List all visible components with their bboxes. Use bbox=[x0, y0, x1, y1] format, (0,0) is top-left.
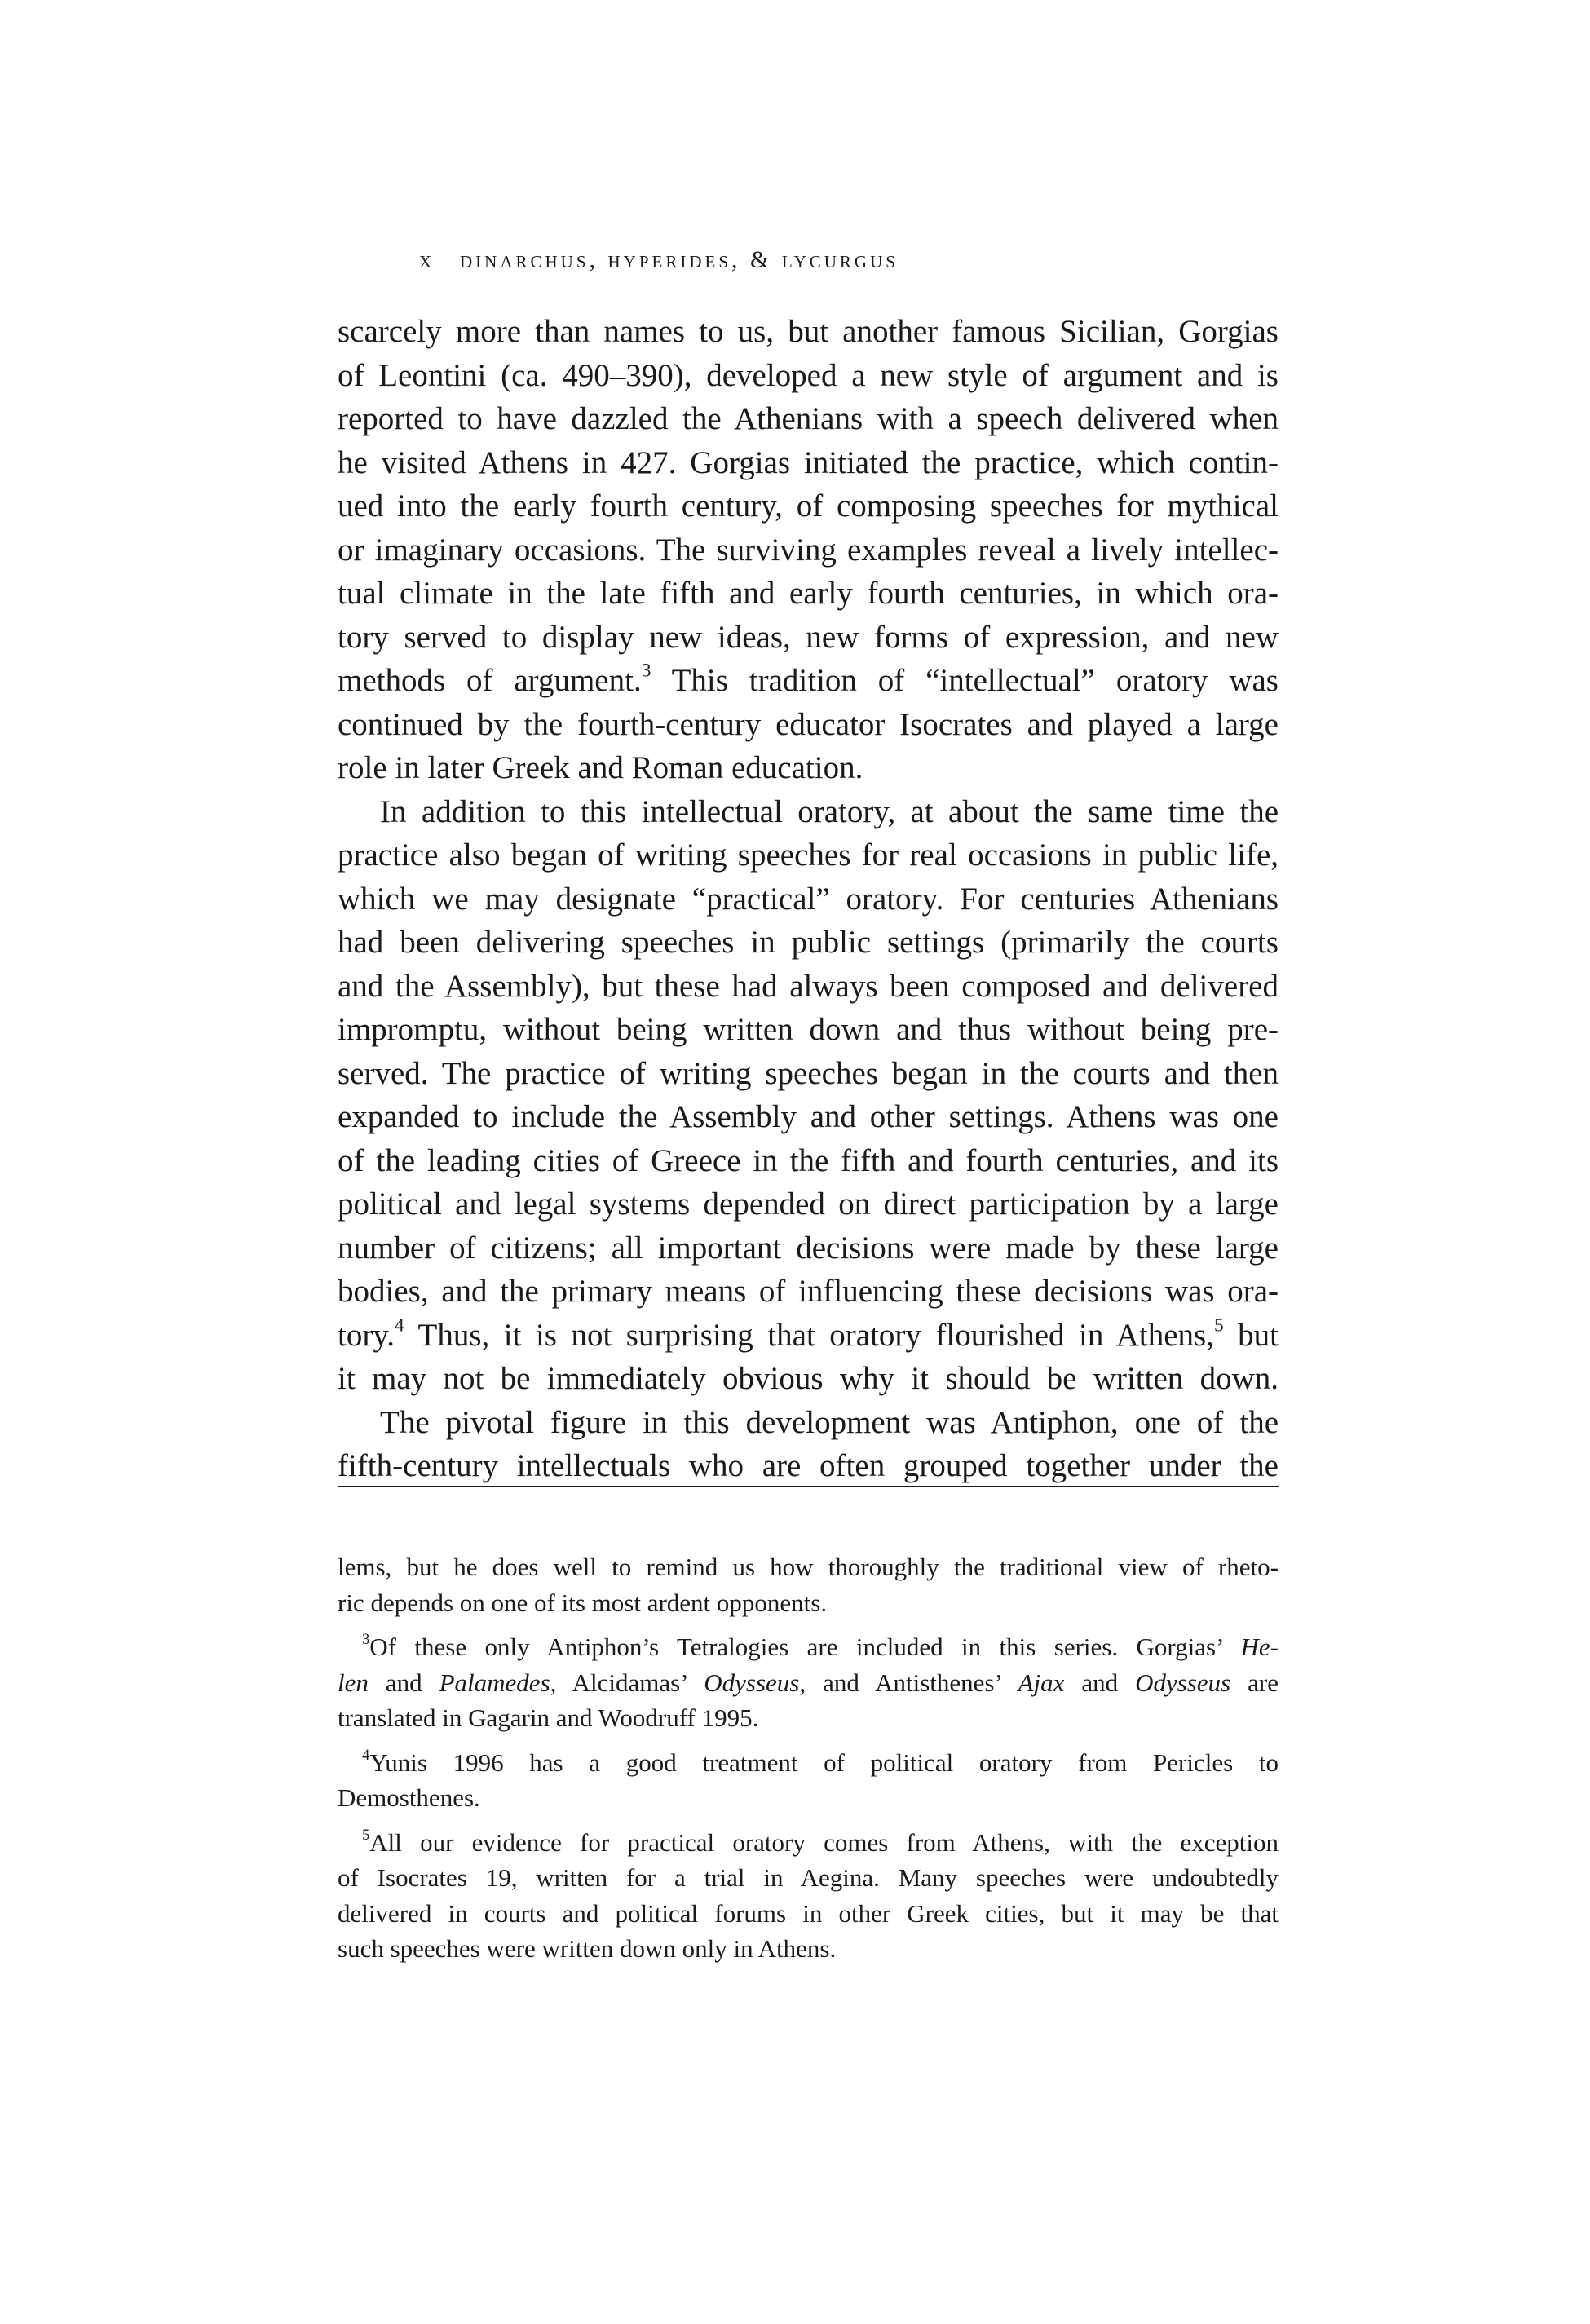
footnote-marker: 3 bbox=[362, 1631, 370, 1649]
footnote-line: Demosthenes. bbox=[338, 1783, 480, 1812]
italic-title: Odysseus bbox=[1135, 1668, 1231, 1697]
footnote-divider bbox=[338, 1486, 1279, 1487]
main-text bbox=[338, 310, 1279, 1488]
footnotes bbox=[338, 1549, 1279, 1967]
text-line: political and legal systems depended on direct participation by a large bbox=[338, 1186, 1279, 1222]
footnote-line: ric depends on one of its most ardent opponents. bbox=[338, 1588, 828, 1617]
text-line: tual climate in the late fifth and early fourth centuries, in which ora- bbox=[338, 576, 1279, 611]
text-line: number of citizens; all important decisions were made by these large bbox=[338, 1230, 1279, 1266]
running-head-title: dinarchus, hyperides, & lycurgus bbox=[460, 246, 899, 273]
page-number: x bbox=[419, 246, 435, 273]
footnote-line: delivered in courts and political forums in other Greek cities, but it may be that bbox=[338, 1898, 1279, 1928]
text-line: ued into the early fourth century, of composing speeches for mythical bbox=[338, 488, 1279, 524]
text-line: fifth-century intellectuals who are often grouped together under the bbox=[338, 1448, 1279, 1483]
text-line: served. The practice of writing speeches began in the courts and then bbox=[338, 1055, 1279, 1091]
text-line: scarcely more than names to us, but another famous Sicilian, Gorgias bbox=[338, 314, 1279, 349]
text-fragment: are bbox=[1230, 1668, 1279, 1697]
text-line bbox=[338, 1314, 1279, 1358]
footnote-marker: 5 bbox=[362, 1826, 370, 1844]
text-line: it may not be immediately obvious why it should be written down. bbox=[338, 1361, 1279, 1396]
italic-title: He- bbox=[1240, 1633, 1279, 1661]
text-fragment: tory. bbox=[338, 1317, 395, 1353]
text-fragment: This tradition of “intellectual” oratory was bbox=[651, 663, 1279, 698]
footnote-4 bbox=[338, 1745, 1279, 1781]
footnote-marker: 4 bbox=[362, 1746, 370, 1764]
text-fragment: Yunis 1996 has a good treatment of political oratory from Pericles to bbox=[369, 1747, 1279, 1777]
italic-title: Odysseus bbox=[704, 1668, 800, 1697]
text-line: practice also began of writing speeches for real occasions in public life, bbox=[338, 837, 1279, 873]
footnote-ref-3[interactable]: 3 bbox=[641, 660, 651, 682]
footnote-line: lems, but he does well to remind us how thoroughly the traditional view of rheto- bbox=[338, 1553, 1279, 1581]
text-line: and the Assembly), but these had always been composed and delivered bbox=[338, 968, 1279, 1004]
footnote-ref-5[interactable]: 5 bbox=[1213, 1314, 1224, 1336]
text-line: which we may designate “practical” oratory. For centuries Athenians bbox=[338, 881, 1279, 917]
text-fragment: , Alcidamas’ bbox=[550, 1668, 704, 1697]
footnote-line: of Isocrates 19, written for a trial in Aegina. Many speeches were undoubtedly bbox=[338, 1863, 1279, 1892]
text-fragment: , and Antisthenes’ bbox=[799, 1668, 1018, 1697]
text-line: continued by the fourth-century educator Isocrates and played a large bbox=[338, 706, 1279, 742]
text-fragment: All our evidence for practical oratory comes from Athens, with the exception bbox=[369, 1827, 1279, 1857]
text-line: or imaginary occasions. The surviving examples reveal a lively intellec- bbox=[338, 532, 1279, 568]
footnote-ref-4[interactable]: 4 bbox=[395, 1314, 404, 1336]
text-line: role in later Greek and Roman education. bbox=[338, 750, 863, 785]
text-line: bodies, and the primary means of influencing these decisions was ora- bbox=[338, 1274, 1279, 1309]
text-fragment: methods of argument. bbox=[338, 663, 642, 698]
paragraph-start: In addition to this intellectual oratory, at about the same time the bbox=[380, 793, 1279, 829]
text-line: impromptu, without being written down and thus without being pre- bbox=[338, 1012, 1279, 1047]
text-fragment: and bbox=[368, 1668, 439, 1697]
text-fragment: Of these only Antiphon’s Tetralogies are included in this series. Gorgias’ bbox=[369, 1633, 1241, 1661]
text-fragment: and bbox=[1064, 1668, 1136, 1697]
italic-title: Ajax bbox=[1018, 1668, 1065, 1697]
text-line: expanded to include the Assembly and other settings. Athens was one bbox=[338, 1099, 1279, 1134]
running-head bbox=[419, 246, 1275, 274]
italic-title: len bbox=[338, 1668, 369, 1697]
italic-title: Palamedes bbox=[439, 1668, 550, 1697]
footnote-3 bbox=[338, 1629, 1279, 1665]
text-line: he visited Athens in 427. Gorgias initiated the practice, which contin- bbox=[338, 444, 1279, 480]
text-line: tory served to display new ideas, new forms of expression, and new bbox=[338, 619, 1279, 655]
text-line: reported to have dazzled the Athenians with a speech delivered when bbox=[338, 401, 1279, 436]
footnote-line: such speeches were written down only in Athens. bbox=[338, 1934, 837, 1963]
text-line: had been delivering speeches in public settings (primarily the courts bbox=[338, 925, 1279, 960]
text-fragment: Thus, it is not surprising that oratory flourished in Athens, bbox=[404, 1317, 1214, 1353]
text-line bbox=[338, 659, 1279, 703]
paragraph-start: The pivotal figure in this development was Antiphon, one of the bbox=[380, 1404, 1279, 1440]
text-line: of Leontini (ca. 490–390), developed a new style of argument and is bbox=[338, 357, 1279, 393]
footnote-line: translated in Gagarin and Woodruff 1995. bbox=[338, 1703, 759, 1732]
text-line: of the leading cities of Greece in the fifth and fourth centuries, and its bbox=[338, 1142, 1279, 1178]
footnote-5 bbox=[338, 1825, 1279, 1861]
text-fragment: but bbox=[1223, 1317, 1279, 1353]
footnote-line bbox=[338, 1665, 1279, 1701]
